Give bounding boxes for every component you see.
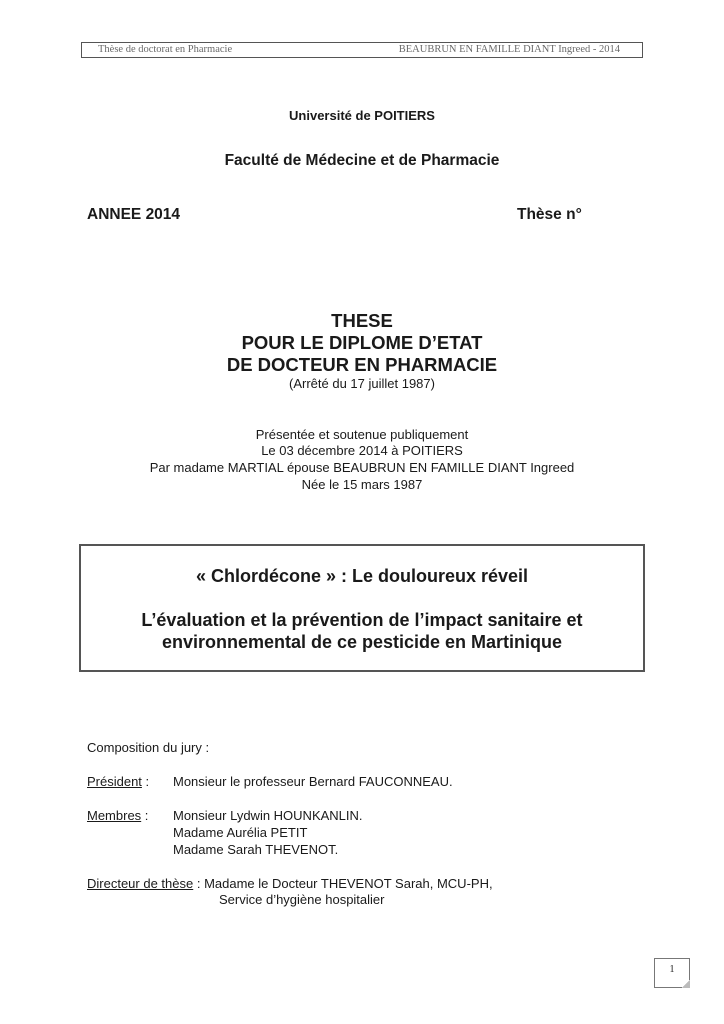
degree-title-line1: THESE [331,310,393,331]
degree-title-line2: POUR LE DIPLOME D’ETAT [241,332,483,353]
running-header [81,42,643,58]
degree-title-line3: DE DOCTEUR EN PHARMACIE [226,354,498,375]
presentation-author: Par madame MARTIAL épouse BEAUBRUN EN FAMILLE DIANT Ingreed [149,460,575,475]
page-fold-icon [682,980,690,988]
member-1: Monsieur Lydwin HOUNKANLIN. [173,808,363,823]
director-service: Service d’hygiène hospitalier [219,892,385,907]
president-name: Monsieur le professeur Bernard FAUCONNEAU. [173,774,453,789]
page-number [654,958,690,988]
members-separator: : [141,808,149,823]
thesis-subtitle-line2: environnemental de ce pesticide en Martinique [161,632,563,652]
author-birthdate: Née le 15 mars 1987 [301,477,423,492]
faculty-name: Faculté de Médecine et de Pharmacie [224,152,500,169]
director-name: : Madame le Docteur THEVENOT Sarah, MCU-PH, [193,876,493,891]
presentation-date: Le 03 décembre 2014 à POITIERS [261,443,463,458]
member-3: Madame Sarah THEVENOT. [173,842,339,857]
members-label: Membres [87,808,142,823]
thesis-main-title: « Chlordécone » : Le douloureux réveil [195,566,529,586]
presentation-line1: Présentée et soutenue publiquement [255,427,469,442]
thesis-number: Thèse n° [517,206,582,223]
academic-year: ANNEE 2014 [87,206,181,223]
president-label: Président [87,774,142,789]
president-separator: : [141,774,150,789]
director-label: Directeur de thèse [87,876,194,891]
decree-reference: (Arrêté du 17 juillet 1987) [289,376,435,391]
running-header-left: Thèse de doctorat en Pharmacie [98,44,233,55]
page-number-value: 1 [669,964,675,975]
jury-heading: Composition du jury : [87,740,210,755]
members-label-row [87,808,148,824]
member-2: Madame Aurélia PETIT [173,825,308,840]
president-label-row [87,774,149,790]
running-header-right: BEAUBRUN EN FAMILLE DIANT Ingreed - 2014 [398,44,620,55]
thesis-title-box [79,544,645,672]
thesis-subtitle-line1: L’évaluation et la prévention de l’impact sanitaire et [141,610,583,630]
university-name: Université de POITIERS [289,108,435,123]
director-row [87,876,493,892]
